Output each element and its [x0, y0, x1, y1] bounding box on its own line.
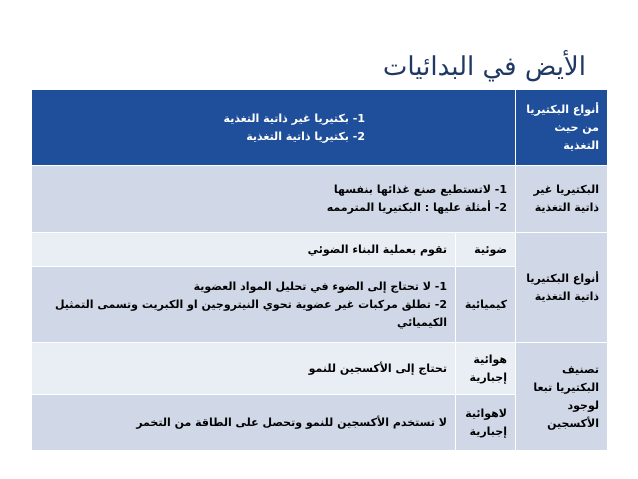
cell-line: الكيميائي	[396, 315, 447, 329]
type-chemo: كيميائية	[456, 267, 516, 343]
cell-line: 2- تطلق مركبات غير عضوية تحوي النيتروجين او الكبريت وتسمى التمثيل	[54, 297, 447, 311]
cell-line: 1- لاتستطيع صنع غذائها بنفسها	[333, 183, 507, 196]
content-photo: تقوم بعملية البناء الضوئي	[32, 233, 456, 267]
cell-line: الأكسجين	[547, 416, 599, 430]
cell-line: من حيث التغذية	[554, 120, 599, 152]
cell-line: 1- لا تحتاج إلى الضوء في تحليل المواد العضوية	[193, 279, 447, 293]
row-content-nutrition-types	[32, 90, 516, 166]
row-header-autotrophs	[516, 233, 608, 343]
type-aerobic	[456, 343, 516, 395]
cell-line: ذاتية التغذية	[534, 289, 599, 303]
cell-line: إجبارية	[469, 424, 507, 438]
cell-line: البكتيريا غير	[533, 183, 599, 196]
content-anaerobic: لا تستخدم الأكسجين للنمو وتحصل على الطاقة من التخمر	[32, 395, 456, 451]
cell-line: 2- أمثلة عليها : البكتيريا المترممه	[326, 201, 507, 214]
cell-line: أنواع البكتيريا	[526, 271, 599, 285]
cell-line: هوائية	[473, 352, 507, 366]
cell-line: 1- بكتيريا غير ذاتية التغذية	[223, 111, 365, 125]
type-anaerobic	[456, 395, 516, 451]
cell-line: 2- بكتيريا ذاتية التغذية	[246, 129, 365, 143]
row-header-heterotrophs	[516, 166, 608, 233]
cell-line: لاهوائية	[465, 406, 507, 420]
bacteria-table	[31, 89, 608, 451]
row-header-oxygen	[516, 343, 608, 451]
content-aerobic: تحتاج إلى الأكسجين للنمو	[32, 343, 456, 395]
table-row	[32, 166, 608, 233]
cell-line: البكتيريا تبعا	[533, 380, 599, 394]
page-title: الأيض في البدائيات	[382, 52, 586, 82]
cell-line: لوجود	[567, 398, 599, 412]
content-chemo	[32, 267, 456, 343]
row-header-nutrition-types	[516, 90, 608, 166]
cell-line: إجبارية	[469, 370, 507, 384]
cell-line: أنواع البكتيريا	[526, 102, 599, 116]
row-content-heterotrophs	[32, 166, 516, 233]
table-row	[32, 90, 608, 166]
type-photo: ضوئية	[456, 233, 516, 267]
table-row	[32, 233, 608, 267]
cell-line: تصنيف	[561, 362, 599, 376]
cell-line: ذاتية التغذية	[534, 201, 599, 214]
table-row	[32, 343, 608, 395]
